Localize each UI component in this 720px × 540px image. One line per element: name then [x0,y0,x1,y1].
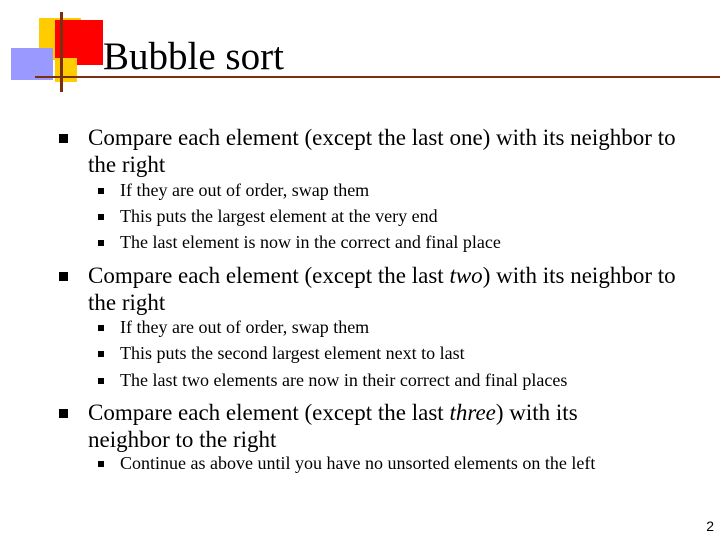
sub-bullet-1-3: The last element is now in the correct and final place [120,232,501,252]
logo-yellow-small-square [55,58,77,82]
bullet-3-emphasis: three [449,400,496,425]
page-number: 2 [706,518,714,534]
bullet-2-emphasis: two [449,263,483,288]
bullet-2-text-before: Compare each element (except the last [88,263,450,288]
slide-title: Bubble sort [103,35,284,78]
bullet-text-3 [88,399,618,453]
bullet-marker [59,272,68,281]
sub-bullet-marker [98,240,104,246]
bullet-2-text-after: ) with its neighbor to the right [88,263,676,315]
sub-bullet-2-1: If they are out of order, swap them [120,317,370,337]
sub-bullet-marker [98,461,104,467]
sub-bullet-2-3: The last two elements are now in their correct and final places [120,370,568,390]
logo-vertical-line [60,12,63,92]
sub-bullet-1-2: This puts the largest element at the very end [120,206,438,226]
sub-bullet-marker [98,188,104,194]
bullet-3-text-before: Compare each element (except the last [88,400,450,425]
bullet-1-text: Compare each element (except the last one) with its neighbor to the right [88,125,676,177]
bullet-marker [59,409,68,418]
sub-bullet-3-1: Continue as above until you have no unsorted elements on the left [120,453,596,473]
sub-bullet-marker [98,378,104,384]
bullet-text-2 [88,262,698,316]
sub-bullet-marker [98,214,104,220]
sub-bullet-marker [98,351,104,357]
sub-bullet-2-2: This puts the second largest element next to last [120,343,465,363]
bullet-3-text-after: ) with its neighbor to the right [88,400,578,452]
sub-bullet-1-1: If they are out of order, swap them [120,180,370,200]
bullet-text-1 [88,124,698,178]
bullet-marker [59,134,68,143]
sub-bullet-marker [98,325,104,331]
